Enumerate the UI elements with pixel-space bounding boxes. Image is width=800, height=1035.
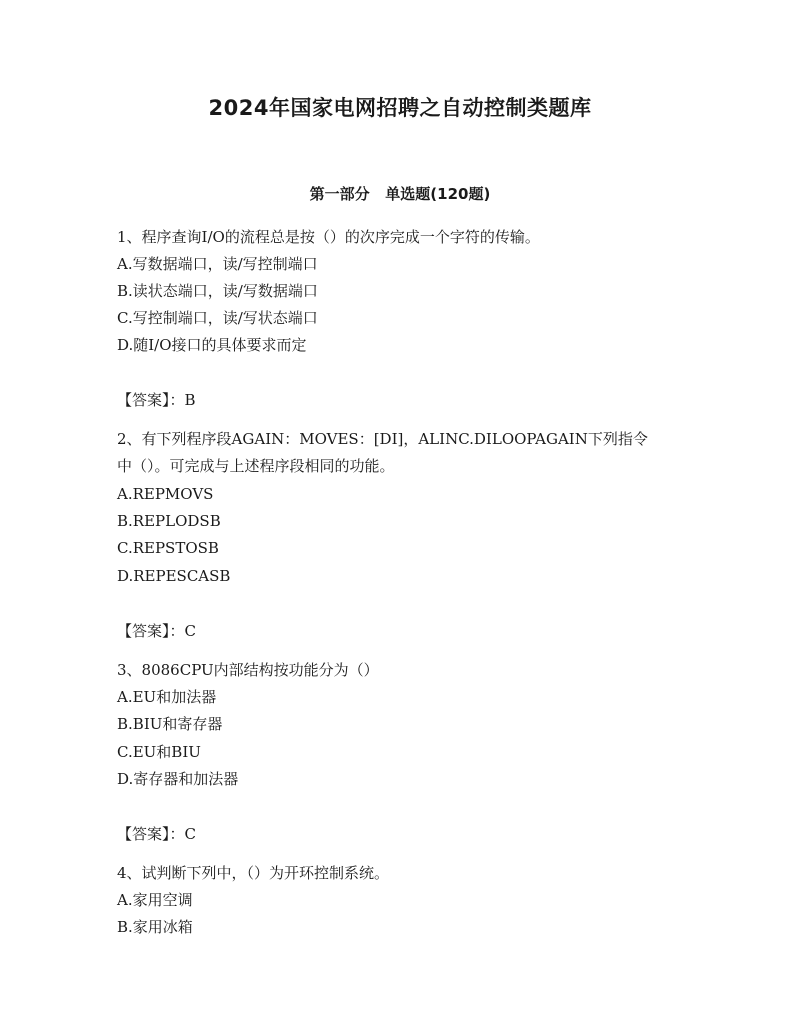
question-3-option-d: D.寄存器和加法器 xyxy=(117,770,239,788)
question-1-stem: 1、程序查询I/O的流程总是按（）的次序完成一个字符的传输。 xyxy=(117,228,540,246)
question-1-option-c: C.写控制端口，读/写状态端口 xyxy=(117,309,318,327)
question-1-option-d: D.随I/O接口的具体要求而定 xyxy=(117,336,307,354)
question-2-option-d: D.REPESCASB xyxy=(117,567,231,585)
question-1-option-b: B.读状态端口，读/写数据端口 xyxy=(117,282,318,300)
question-3-stem: 3、8086CPU内部结构按功能分为（） xyxy=(117,661,379,679)
question-3-option-c: C.EU和BIU xyxy=(117,743,201,761)
question-2-answer: 【答案】：C xyxy=(117,622,196,640)
question-4-option-b: B.家用冰箱 xyxy=(117,918,193,936)
question-3-option-b: B.BIU和寄存器 xyxy=(117,715,223,733)
document-title: 2024年国家电网招聘之自动控制类题库 xyxy=(208,96,592,120)
question-1-option-a: A.写数据端口，读/写控制端口 xyxy=(117,255,318,273)
question-2-option-a: A.REPMOVS xyxy=(117,485,214,503)
question-2-stem: 2、有下列程序段AGAIN：MOVES：[DI]，ALINC.DILOOPAGAIN下列指令 xyxy=(117,430,648,448)
question-4-option-a: A.家用空调 xyxy=(117,891,193,909)
question-1-answer: 【答案】：B xyxy=(117,391,196,409)
question-3-option-a: A.EU和加法器 xyxy=(117,688,217,706)
question-2-option-b: B.REPLODSB xyxy=(117,512,221,530)
question-2-option-c: C.REPSTOSB xyxy=(117,539,219,557)
question-2-stem-continued: 中（）。可完成与上述程序段相同的功能。 xyxy=(117,457,395,475)
question-3-answer: 【答案】：C xyxy=(117,825,196,843)
section-title: 第一部分 单选题(120题) xyxy=(309,185,491,203)
question-4-stem: 4、试判断下列中，（）为开环控制系统。 xyxy=(117,864,390,882)
